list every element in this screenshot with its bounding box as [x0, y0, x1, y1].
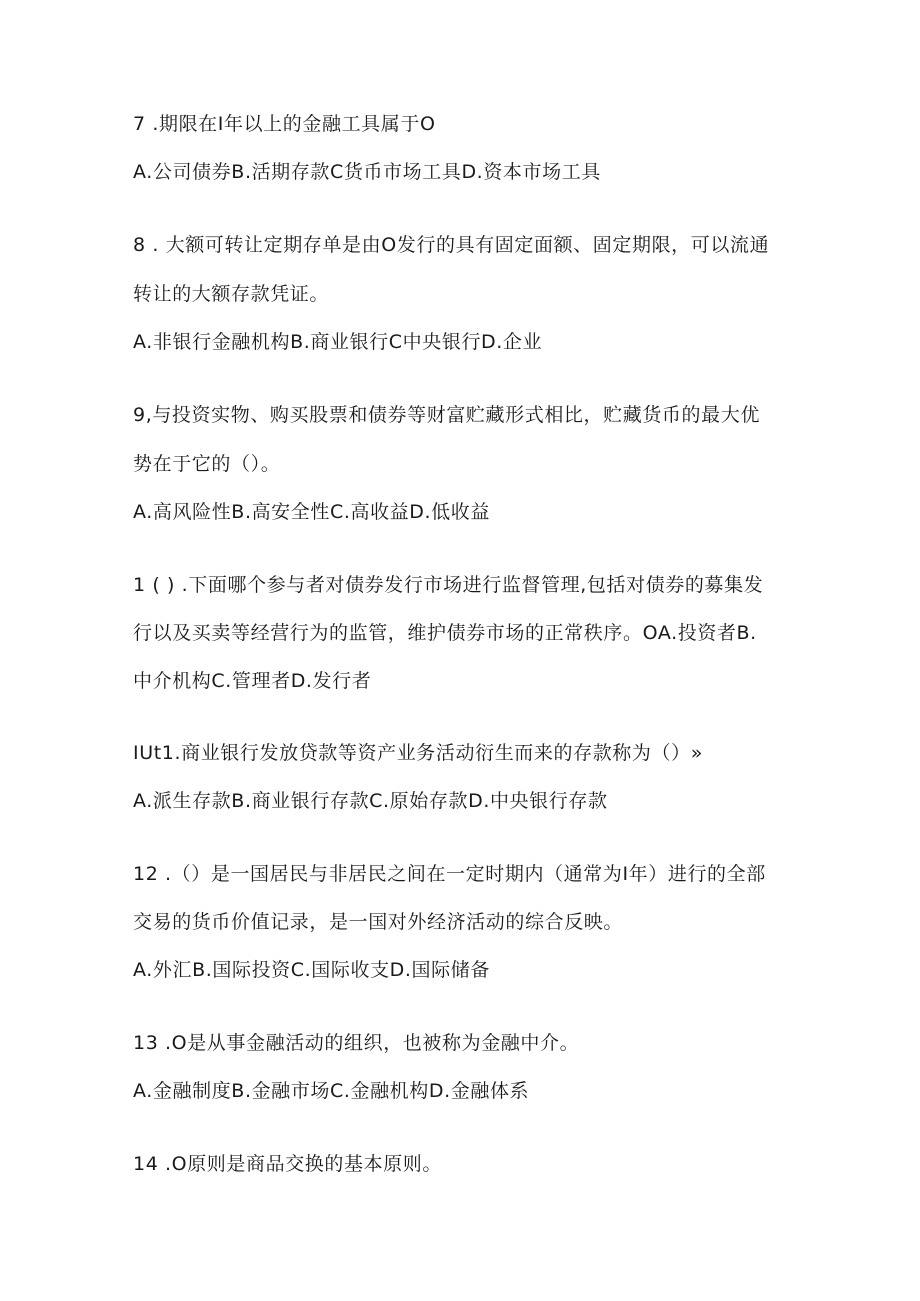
question-13-stem: 13 .O是从事金融活动的组织，也被称为金融中介。 — [133, 1032, 580, 1054]
question-8-stem-line-2: 转让的大额存款凭证。 — [133, 283, 330, 305]
question-9-stem-line-2: 势在于它的（）。 — [133, 453, 281, 475]
question-7-options: A.公司债券B.活期存款C货币市场工具D.资本市场工具 — [133, 161, 601, 183]
question-14-stem: 14 .O原则是商品交换的基本原则。 — [133, 1153, 443, 1175]
question-13-options: A.金融制度B.金融市场C.金融机构D.金融体系 — [133, 1080, 530, 1102]
question-8-options: A.非银行金融机构B.商业银行C中央银行D.企业 — [133, 331, 543, 353]
question-12-stem-line-1: 12 .（）是一国居民与非居民之间在一定时期内（通常为I年）进行的全部 — [133, 863, 766, 885]
question-9-options: A.高风险性B.高安全性C.高收益D.低收益 — [133, 501, 490, 523]
question-10-stem-line-2: 行以及买卖等经营行为的监管，维护债券市场的正常秩序。OA.投资者B. — [133, 622, 757, 644]
question-12-options: A.外汇B.国际投资C.国际收支D.国际储备 — [133, 959, 490, 981]
question-8-stem-line-1: 8 . 大额可转让定期存单是由O发行的具有固定面额、固定期限，可以流通 — [133, 234, 770, 256]
question-11-stem: IUt1.商业银行发放贷款等资产业务活动衍生而来的存款称为（）» — [133, 742, 703, 764]
question-7-stem: 7 .期限在I年以上的金融工具属于O — [133, 113, 436, 135]
question-10-options: 中介机构C.管理者D.发行者 — [133, 670, 372, 692]
question-11-options: A.派生存款B.商业银行存款C.原始存款D.中央银行存款 — [133, 790, 608, 812]
question-10-stem-line-1: 1 ( ) .下面哪个参与者对债券发行市场进行监督管理,包括对债券的募集发 — [133, 574, 764, 596]
question-12-stem-line-2: 交易的货币价值记录，是一国对外经济活动的综合反映。 — [133, 911, 624, 933]
question-9-stem-line-1: 9,与投资实物、购买股票和债券等财富贮藏形式相比，贮藏货币的最大优 — [133, 404, 760, 426]
